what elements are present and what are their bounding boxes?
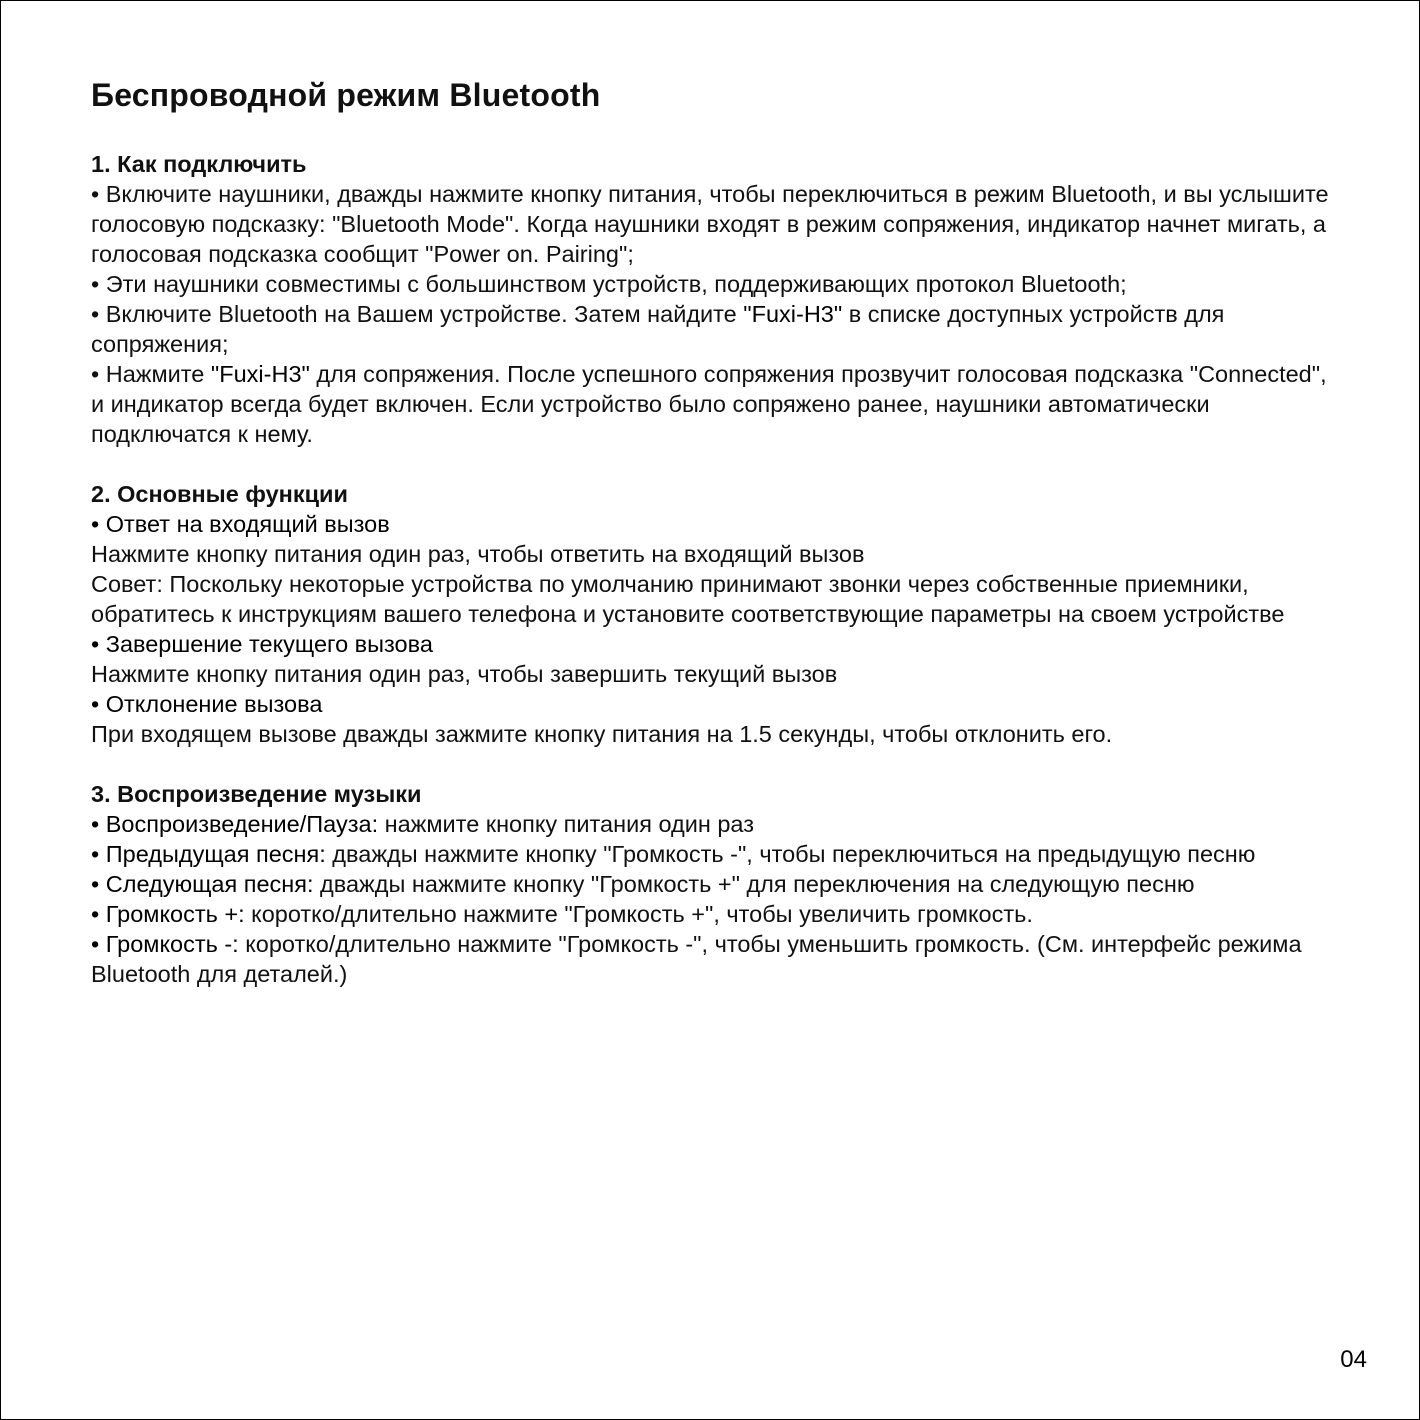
paragraph-text: • Нажмите [91, 361, 211, 387]
paragraph: • Эти наушники совместимы с большинством устройств, поддерживающих протокол Bluetooth; [91, 271, 1127, 297]
item-text: дважды нажмите кнопку "Громкость -", чтобы переключиться на предыдущую песню [325, 841, 1256, 867]
paragraph [91, 359, 1341, 449]
list-item [91, 929, 1341, 989]
section-heading: 1. Как подключить [91, 151, 307, 177]
paragraph: Нажмите кнопку питания один раз, чтобы завершить текущий вызов [91, 661, 838, 687]
paragraph: • Включите наушники, дважды нажмите кнопку питания, чтобы переключиться в режим Bluetooth, и вы услышите голосовую подсказку: "Bluetooth Mode". Когда наушники входят в режим сопряжения, индикатор начнет мигать, а голосовая подсказка сообщит "Power on. Pairing"; [91, 181, 1329, 267]
list-item [91, 869, 1341, 899]
subsection-title: • Отклонение вызова [91, 691, 323, 717]
page-number: 04 [1340, 1346, 1367, 1373]
section-heading: 2. Основные функции [91, 481, 348, 507]
item-text: дважды нажмите кнопку "Громкость +" для переключения на следующую песню [313, 871, 1195, 897]
paragraph: Нажмите кнопку питания один раз, чтобы ответить на входящий вызов [91, 541, 865, 567]
section-basic-functions [91, 479, 1341, 749]
paragraph-text: в списке доступных устройств для сопряжения; [91, 301, 1225, 357]
section-heading: 3. Воспроизведение музыки [91, 781, 422, 807]
page-title: Беспроводной режим Bluetooth [91, 77, 601, 113]
item-label: • Громкость +: [91, 901, 245, 927]
item-label: • Предыдущая песня: [91, 841, 326, 867]
page-content [91, 75, 1341, 1019]
item-text: нажмите кнопку питания один раз [378, 811, 754, 837]
device-name: "Fuxi-H3" [743, 301, 843, 327]
device-name: "Fuxi-H3" [210, 361, 310, 387]
item-text: коротко/длительно нажмите "Громкость -", чтобы уменьшить громкость. (См. интерфейс режима Bluetooth для деталей.) [91, 931, 1302, 987]
list-item [91, 899, 1341, 929]
list-item [91, 839, 1341, 869]
paragraph-text: для сопряжения. После успешного сопряжения прозвучит голосовая подсказка "Connected", и индикатор всегда будет включен. Если устройство было сопряжено ранее, наушники автоматически подключатся к нему. [91, 361, 1327, 447]
item-label: • Громкость -: [91, 931, 239, 957]
paragraph: Совет: Поскольку некоторые устройства по умолчанию принимают звонки через собственные приемники, обратитесь к инструкциям вашего телефона и установите соответствующие параметры на своем устройстве [91, 571, 1285, 627]
subsection-title: • Ответ на входящий вызов [91, 511, 390, 537]
paragraph-text: • Включите Bluetooth на Вашем устройстве. Затем найдите [91, 301, 744, 327]
section-music-playback [91, 779, 1341, 989]
item-text: коротко/длительно нажмите "Громкость +", чтобы увеличить громкость. [244, 901, 1033, 927]
section-how-to-connect [91, 149, 1341, 449]
subsection-title: • Завершение текущего вызова [91, 631, 433, 657]
item-label: • Воспроизведение/Пауза: [91, 811, 379, 837]
paragraph: При входящем вызове дважды зажмите кнопку питания на 1.5 секунды, чтобы отклонить его. [91, 721, 1113, 747]
paragraph [91, 299, 1341, 359]
list-item [91, 809, 1341, 839]
item-label: • Следующая песня: [91, 871, 314, 897]
